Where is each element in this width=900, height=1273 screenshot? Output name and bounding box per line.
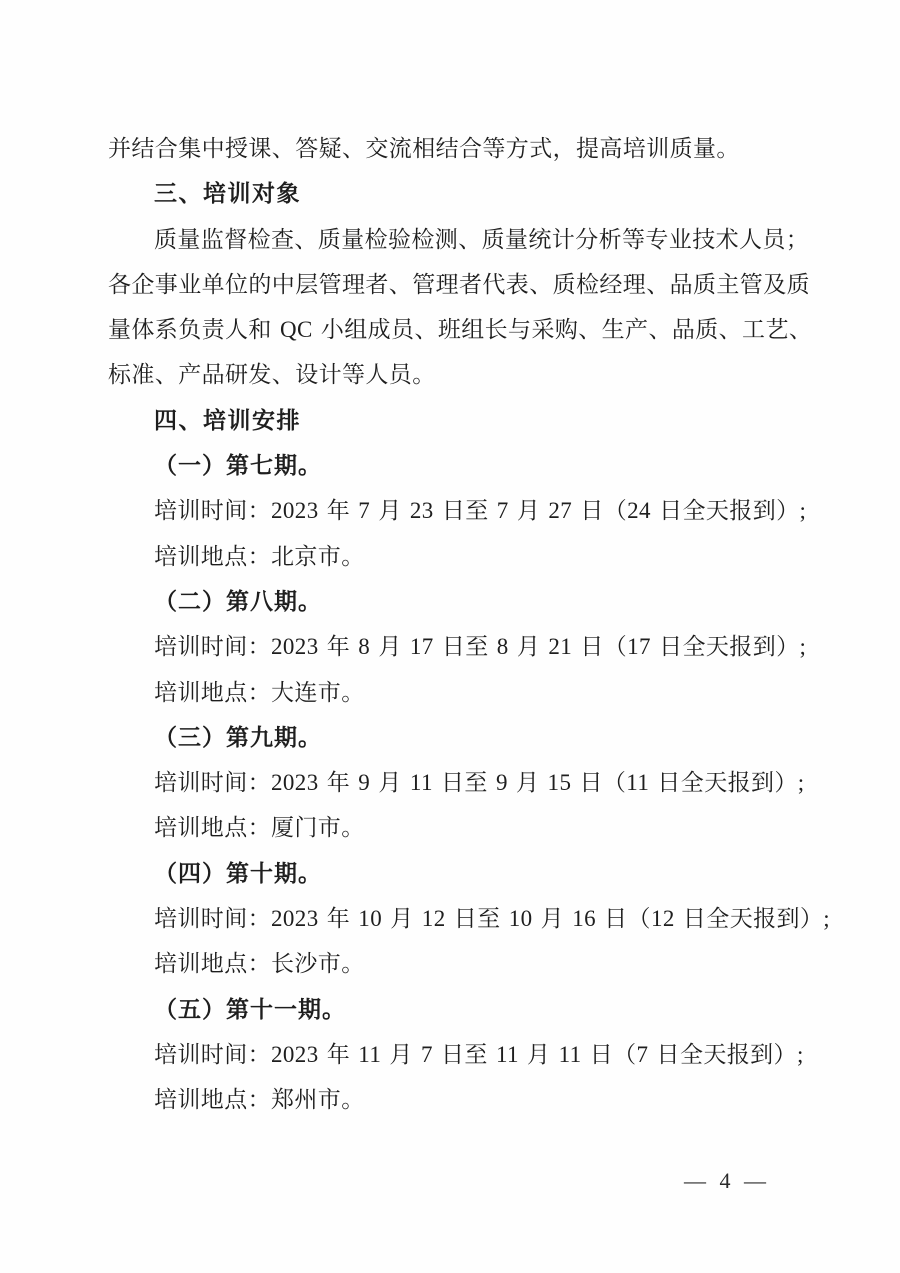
session-title: （四）第十期。 <box>154 860 322 886</box>
session-title: （二）第八期。 <box>154 588 322 614</box>
document-content <box>108 126 831 1123</box>
session-title: （五）第十一期。 <box>154 996 346 1022</box>
paragraph-continuation-line: 并结合集中授课、答疑、交流相结合等方式，提高培训质量。 <box>108 136 740 161</box>
section-3-body-line: 量体系负责人和 QC 小组成员、班组长与采购、生产、品质、工艺、 <box>108 317 813 343</box>
session-location: 培训地点：长沙市。 <box>154 951 365 977</box>
session-title: （一）第七期。 <box>154 453 322 479</box>
session-time: 培训时间：2023 年 11 月 7 日至 11 月 11 日（7 日全天报到）; <box>154 1041 804 1067</box>
section-3-body-line: 质量监督检查、质量检验检测、质量统计分析等专业技术人员； <box>154 226 810 252</box>
section-4-heading: 四、培训安排 <box>154 406 301 433</box>
section-3-body-line: 各企事业单位的中层管理者、管理者代表、质检经理、品质主管及质 <box>108 271 810 297</box>
page-number: — 4 — <box>684 1168 770 1193</box>
session-location: 培训地点：郑州市。 <box>154 1087 365 1113</box>
session-time: 培训时间：2023 年 9 月 11 日至 9 月 15 日（11 日全天报到）; <box>154 770 805 796</box>
session-time: 培训时间：2023 年 7 月 23 日至 7 月 27 日（24 日全天报到）; <box>154 498 807 524</box>
session-location: 培训地点：大连市。 <box>154 679 365 705</box>
session-time: 培训时间：2023 年 10 月 12 日至 10 月 16 日（12 日全天报到）; <box>154 906 831 932</box>
session-location: 培训地点：北京市。 <box>154 543 365 569</box>
session-time: 培训时间：2023 年 8 月 17 日至 8 月 21 日（17 日全天报到）; <box>154 634 807 660</box>
section-3-body-line: 标准、产品研发、设计等人员。 <box>108 362 436 388</box>
section-3-heading: 三、培训对象 <box>154 180 301 207</box>
session-location: 培训地点：厦门市。 <box>154 815 365 841</box>
session-title: （三）第九期。 <box>154 724 322 750</box>
